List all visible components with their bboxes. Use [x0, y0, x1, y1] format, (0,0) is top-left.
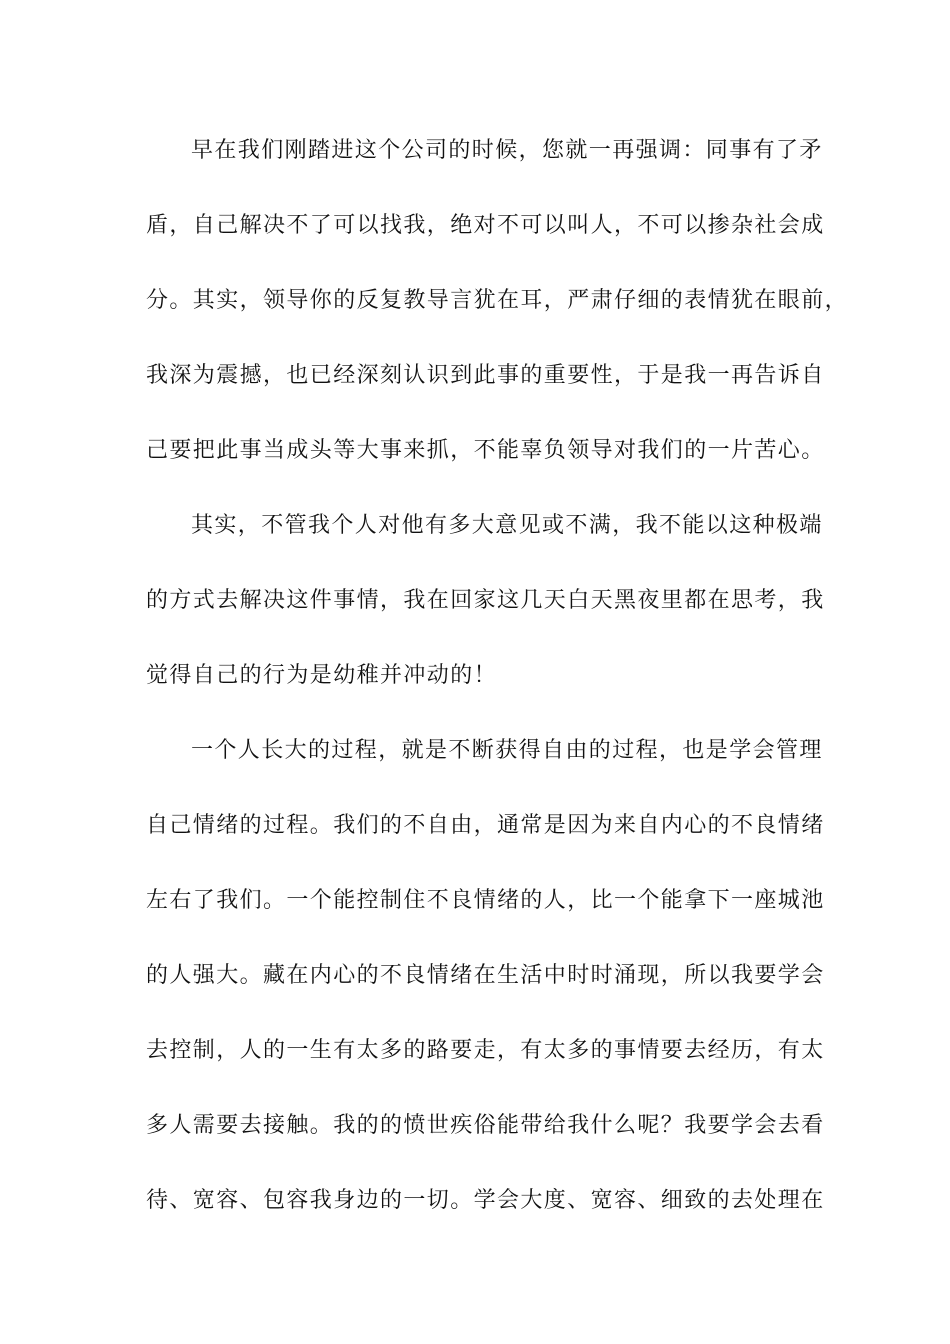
paragraph-1-line-5: 己要把此事当成头等大事来抓，不能辜负领导对我们的一片苦心。: [146, 438, 825, 463]
paragraph-1-line-3: 分。其实，领导你的反复教导言犹在耳，严肃仔细的表情犹在眼前，: [146, 288, 849, 313]
paragraph-1-line-4: 我深为震撼，也已经深刻认识到此事的重要性，于是我一再告诉自: [146, 363, 825, 388]
paragraph-2-line-1: 其实，不管我个人对他有多大意见或不满，我不能以这种极端: [191, 513, 823, 538]
paragraph-3-line-5: 去控制，人的一生有太多的路要走，有太多的事情要去经历，有太: [146, 1038, 825, 1063]
paragraph-2-line-2: 的方式去解决这件事情，我在回家这几天白天黑夜里都在思考，我: [146, 588, 825, 613]
paragraph-3-line-6: 多人需要去接触。我的的愤世疾俗能带给我什么呢？我要学会去看: [146, 1113, 825, 1138]
paragraph-3-line-1: 一个人长大的过程，就是不断获得自由的过程，也是学会管理: [191, 738, 823, 763]
paragraph-3-line-7: 待、宽容、包容我身边的一切。学会大度、宽容、细致的去处理在: [146, 1188, 825, 1213]
paragraph-3-line-2: 自己情绪的过程。我们的不自由，通常是因为来自内心的不良情绪: [146, 813, 825, 838]
paragraph-3-line-4: 的人强大。藏在内心的不良情绪在生活中时时涌现，所以我要学会: [146, 963, 825, 988]
paragraph-1-line-1: 早在我们刚踏进这个公司的时候，您就一再强调：同事有了矛: [191, 138, 823, 163]
paragraph-1-line-2: 盾，自己解决不了可以找我，绝对不可以叫人，不可以掺杂社会成: [146, 213, 825, 238]
paragraph-3-line-3: 左右了我们。一个能控制住不良情绪的人，比一个能拿下一座城池: [146, 888, 825, 913]
paragraph-2-line-3: 觉得自己的行为是幼稚并冲动的！: [146, 663, 498, 688]
